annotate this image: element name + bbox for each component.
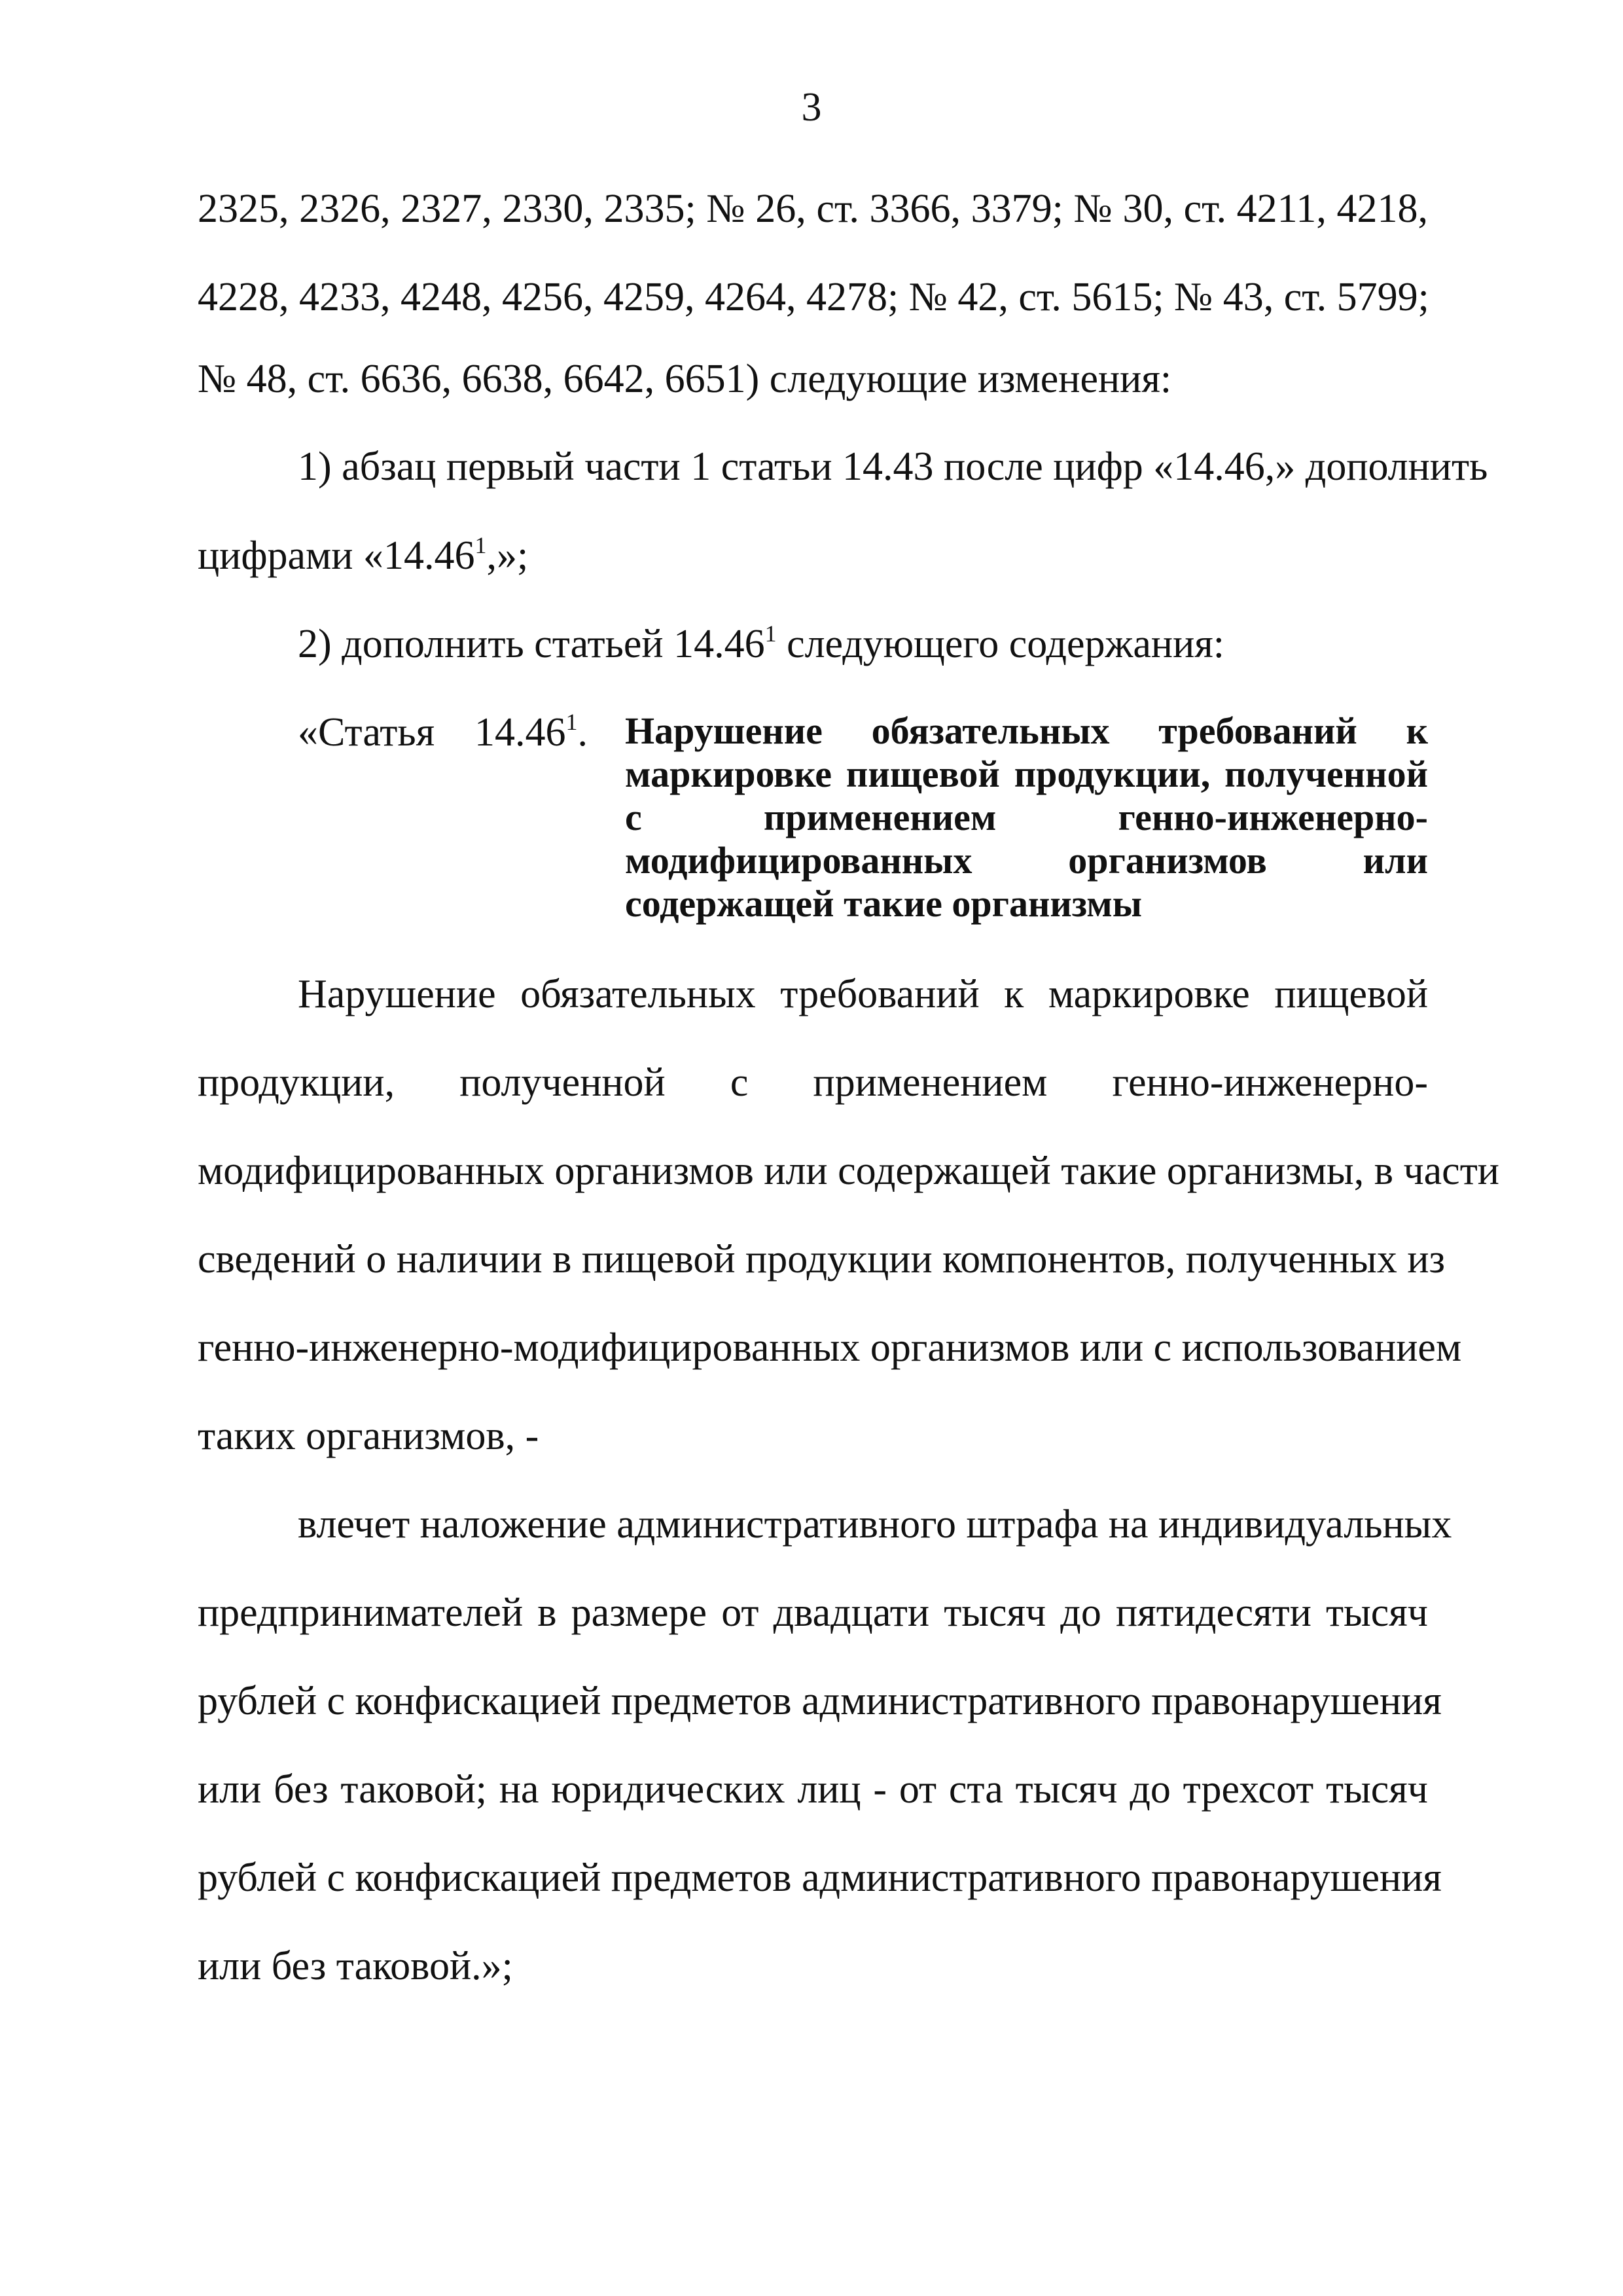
penalty-line: или без таковой.»; [198,1944,513,1988]
item-2-line: 2) дополнить статьей 14.46$^1$ следующего содержания: [298,620,1224,666]
body-line: продукции, полученной с применением генно-инженерно- [198,1060,1428,1105]
item-1-line: цифрами «14.46$^1$,»; [198,532,529,578]
page-number: 3 [801,85,822,130]
item-1-line: 1) абзац первый части 1 статьи 14.43 после цифр «14.46,» дополнить [298,444,1488,489]
article-title-line: маркировке пищевой продукции, полученной [625,753,1428,795]
intro-line: 2325, 2326, 2327, 2330, 2335; № 26, ст. 3366, 3379; № 30, ст. 4211, 4218, [198,187,1428,231]
penalty-line: рублей с конфискацией предметов административного правонарушения [198,1679,1442,1723]
article-title-line: модифицированных организмов или [625,839,1428,882]
article-number: 14.46$^1$. [474,709,588,755]
article-title-line: содержащей такие организмы [625,882,1143,925]
article-word: «Статья [298,710,435,755]
intro-line: 4228, 4233, 4248, 4256, 4259, 4264, 4278; № 42, ст. 5615; № 43, ст. 5799; [198,275,1429,319]
body-line: Нарушение обязательных требований к маркировке пищевой [298,972,1428,1016]
penalty-line: предпринимателей в размере от двадцати тысяч до пятидесяти тысяч [198,1590,1428,1635]
penalty-line: или без таковой; на юридических лиц - от ста тысяч до трехсот тысяч [198,1767,1428,1812]
body-line: модифицированных организмов или содержащей такие организмы, в части [198,1149,1499,1193]
body-line: таких организмов, - [198,1414,539,1458]
body-line: генно-инженерно-модифицированных организмов или с использованием [198,1325,1462,1370]
article-title-line: с применением генно-инженерно- [625,796,1428,838]
penalty-line: рублей с конфискацией предметов административного правонарушения [198,1856,1442,1900]
body-line: сведений о наличии в пищевой продукции компонентов, полученных из [198,1237,1445,1282]
intro-line: № 48, ст. 6636, 6638, 6642, 6651) следующие изменения: [198,357,1172,401]
penalty-line: влечет наложение административного штрафа на индивидуальных [298,1502,1452,1547]
article-title-line: Нарушение обязательных требований к [625,709,1428,752]
